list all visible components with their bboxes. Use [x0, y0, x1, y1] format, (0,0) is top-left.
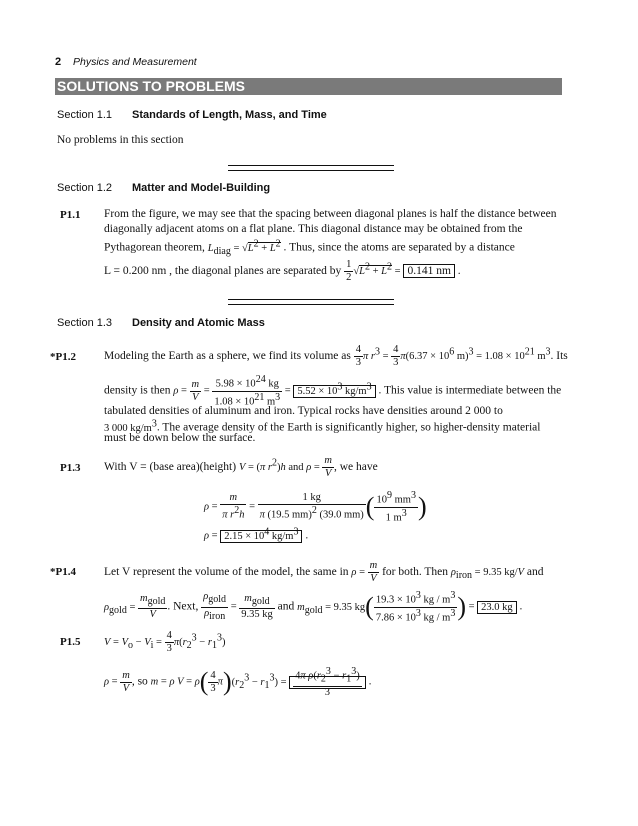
p12-line1: Modeling the Earth as a sphere, we find its volume as $\frac{4}{3}$ π $r^3$ = $\frac{4}{3}$ $\pi(6.37 \times 10^6$ $m)^3 = 1.08 \times 10^{21}$ $m^3$. Its [104, 344, 568, 368]
p15-line1: $V = V_o - V_i$ = $\frac{4}{3}$ $\pi(r_2^3 - r_1^3)$ [104, 630, 226, 654]
p14-line2: $\rho_{gold}$ = $\frac{m_{gold}}{V}$ . Next, $\frac{\rho_{gold}}{\rho_{iron}}$ = $\frac{m_{gold}}{9.35 kg}$ and $m_{gold} = 9.35$ kg( $\frac{19.3 \times 10^3 kg / m^3}{7.86 \times 10^3 kg / m^3}$ ) = 23.0 kg . [104, 590, 523, 623]
section-1-2-title: Matter and Model-Building [132, 182, 271, 194]
p13-equation: ρ = $\frac{m}{\pi r^2h}$ = $\frac{1 kg}{\pi (19.5 mm)^2 (39.0 mm)}$ ( $\frac{10^9 mm^3}{1 m^3}$ ) [204, 490, 427, 523]
p15-line2: ρ = $\frac{m}{V}$ , so m = ρ V = ρ( $\frac{4}{3}$ $\pi)(r_2^3 - r_1^3)$ = $\frac{4\pi \rho(r_2^3 - r_1^3)}{3}$ . [104, 666, 372, 698]
section-divider [228, 299, 394, 305]
p12-line5: must be down below the surface. [104, 432, 256, 444]
section-1-1-note: No problems in this section [57, 134, 184, 146]
problem-label: P1.3 [60, 462, 81, 474]
p11-line3: Pythagorean theorem, $L_{diag} = √L^2 + L^2$ . Thus, since the atoms are separated by a distance [104, 238, 515, 257]
section-1-3-number: Section 1.3 [57, 317, 113, 329]
p15-answer: $\frac{4\pi \rho(r_2^3 - r_1^3)}{3}$ [289, 676, 366, 689]
problem-label: *P1.4 [50, 566, 76, 578]
section-divider [228, 165, 394, 171]
p14-line1: Let V represent the volume of the model, the same in ρ = $\frac{m}{V}$ for both. Then $\rho_{iron} = 9.35$ kg/V and [104, 560, 544, 584]
solutions-banner: SOLUTIONS TO PROBLEMS [55, 78, 562, 95]
section-1-1-title: Standards of Length, Mass, and Time [132, 109, 327, 121]
p12-line3: tabulated densities of aluminum and iron. Typical rocks have densities around 2 000 to [104, 405, 503, 417]
p11-line4: L = 0.200 nm , the diagonal planes are separated by $\frac{1}{2}$ $√L^2 + L^2 = 0.141$ nm . [104, 259, 461, 283]
p11-line2: diagonally adjacent atoms on a flat plane. This diagonal distance may be obtained from the [104, 223, 523, 235]
p12-answer: $5.52 \times 10^3$ $kg/m^3$ [293, 385, 375, 398]
problem-label: *P1.2 [50, 351, 76, 363]
p12-line2: density is then ρ = $\frac{m}{V}$ = $\frac{5.98 \times 10^{24} kg}{1.08 \times 10^{21} m^3}$ = $5.52 \times 10^3$ $kg/m^3$ . This value is intermediate between the [104, 374, 562, 407]
p11-answer: 0.141 nm [403, 264, 454, 278]
section-1-2-number: Section 1.2 [57, 182, 113, 194]
problem-label: P1.1 [60, 209, 81, 221]
problem-label: P1.5 [60, 636, 81, 648]
p13-result: $\rho = 2.15 \times 10^4$ $kg/m^3$ . [204, 526, 309, 542]
running-title: Physics and Measurement [73, 56, 197, 68]
section-1-3-title: Density and Atomic Mass [132, 317, 265, 329]
p13-answer: $2.15 \times 10^4$ $kg/m^3$ [220, 530, 302, 543]
p13-line1: With V = (base area)(height) V = (π $r^2)h$ and ρ = $\frac{m}{V}$ , we have [104, 455, 378, 479]
section-1-1-number: Section 1.1 [57, 109, 113, 121]
page-number: 2 [55, 56, 62, 68]
p11-line1: From the figure, we may see that the spacing between diagonal planes is half the distance between [104, 208, 557, 220]
p12-line4: 3 000 $kg/m^3$. The average density of the Earth is significantly higher, so higher-density material [104, 418, 541, 434]
p14-answer: 23.0 kg [477, 601, 517, 614]
